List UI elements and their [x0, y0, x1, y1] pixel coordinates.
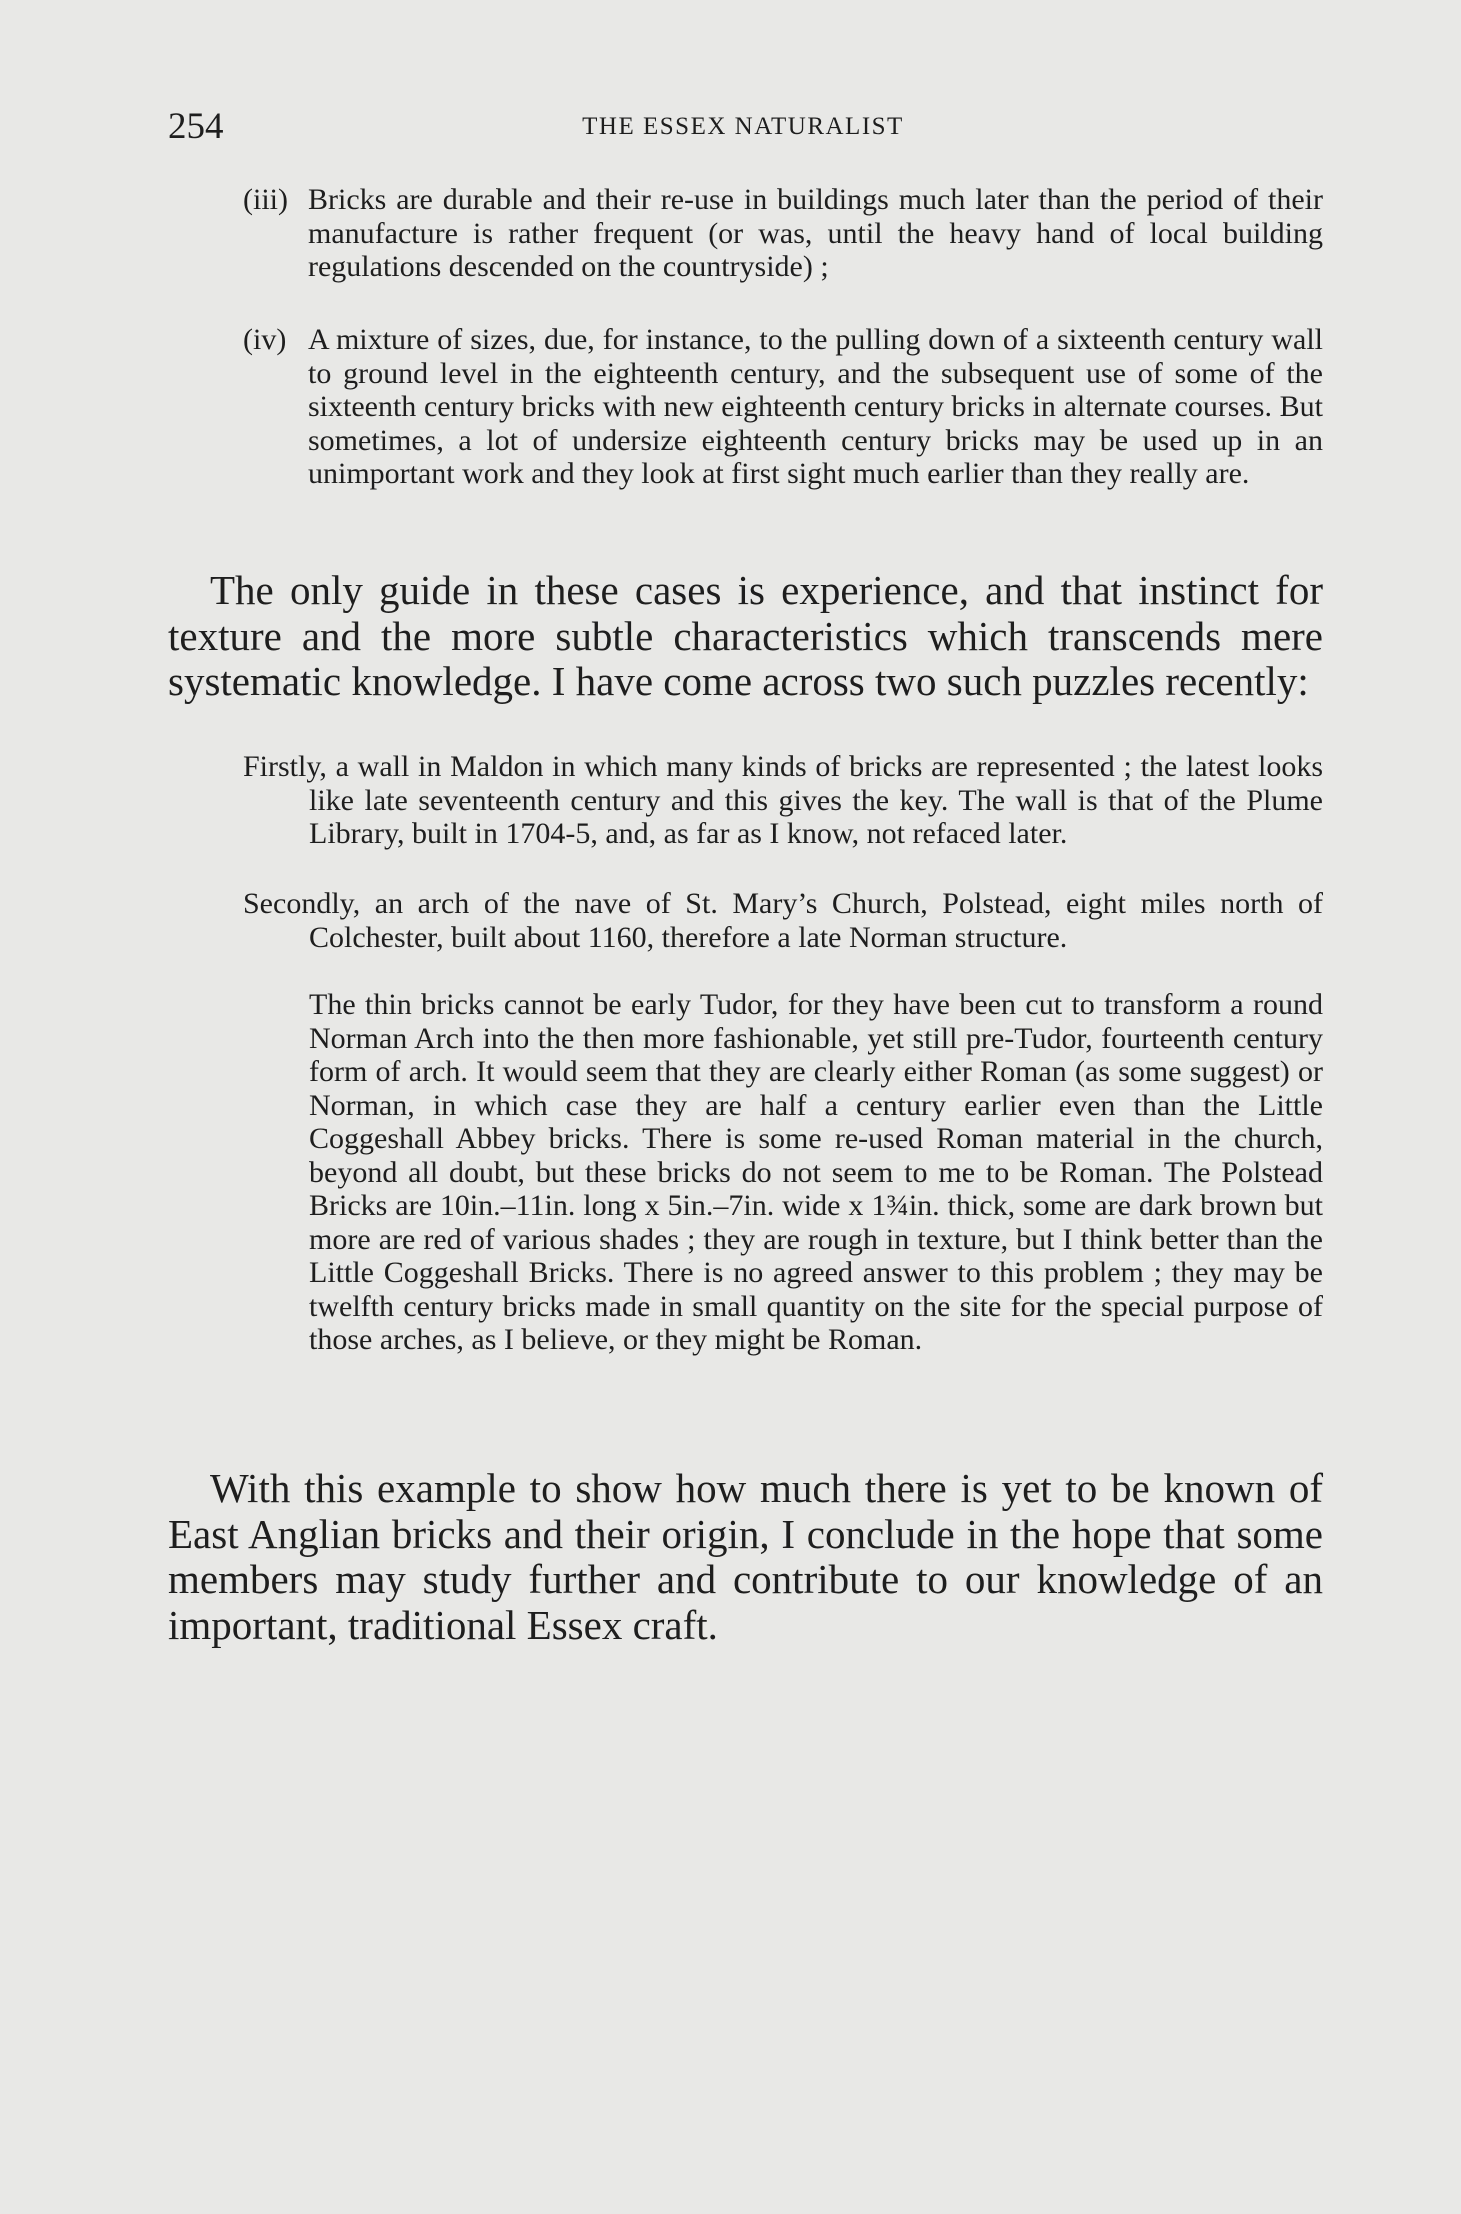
- paragraph-firstly: Firstly, a wall in Maldon in which many kinds of bricks are represented ; the latest looks like late seventeenth century and this gives the key. The wall is that of the Plume Library, built in 1704-5, and, as far as I know, not refaced later.: [243, 750, 1323, 850]
- list-item-number: (iv): [243, 323, 287, 356]
- list-item-number: (iii): [243, 183, 288, 216]
- list-item-iv: [243, 323, 1323, 563]
- paragraph-secondly: Secondly, an arch of the nave of St. Mary’s Church, Polstead, eight miles north of Colchester, built about 1160, therefore a late Norman structure.: [243, 887, 1323, 954]
- list-item-text: A mixture of sizes, due, for instance, to the pulling down of a sixteenth century wall to ground level in the eighteenth century, and the subsequent use of some of the sixteenth century bricks with new eighteenth century bricks in alternate courses. But sometimes, a lot of undersize eighteenth century bricks may be used up in an unimportant work and they look at first sight much earlier than they really are.: [308, 323, 1323, 490]
- running-title: THE ESSEX NATURALIST: [582, 113, 904, 140]
- list-item-text: Bricks are durable and their re-use in buildings much later than the period of their manufacture is rather frequent (or was, until the heavy hand of local building regulations descended on the countryside) ;: [308, 183, 1323, 283]
- paragraph-guide: The only guide in these cases is experience, and that instinct for texture and the more subtle characteristics which transcends mere systematic knowledge. I have come across two such puzzles recently:: [168, 567, 1323, 704]
- page-header: [168, 102, 1318, 152]
- paragraph-conclusion: With this example to show how much there is yet to be known of East Anglian bricks and their origin, I conclude in the hope that some members may study further and contribute to our knowledge of an important, traditional Essex craft.: [168, 1465, 1323, 1648]
- paragraph-thin-bricks: The thin bricks cannot be early Tudor, for they have been cut to transform a round Norman Arch into the then more fashionable, yet still pre-Tudor, fourteenth century form of arch. It would seem that they are clearly either Roman (as some suggest) or Norman, in which case they are half a century earlier even than the Little Coggeshall Abbey bricks. There is some re-used Roman material in the church, beyond all doubt, but these bricks do not seem to me to be Roman. The Polstead Bricks are 10in.–11in. long x 5in.–7in. wide x 1¾in. thick, some are dark brown but more are red of various shades ; they are rough in texture, but I think better than the Little Coggeshall Bricks. There is no agreed answer to this problem ; they may be twelfth century bricks made in small quantity on the site for the special purpose of those arches, as I believe, or they might be Roman.: [309, 988, 1323, 1356]
- list-item-iii: [243, 183, 1323, 319]
- page-number: 254: [168, 106, 224, 147]
